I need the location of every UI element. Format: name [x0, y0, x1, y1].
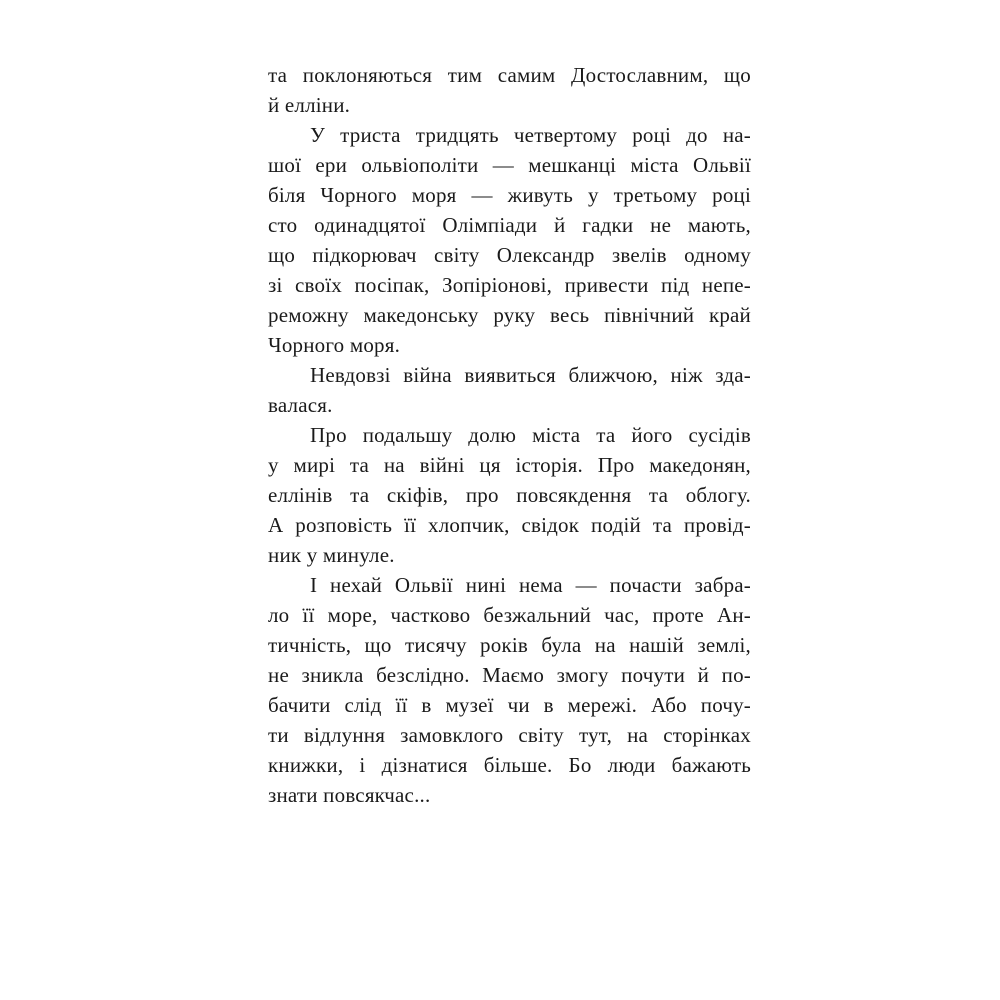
- text-line: еллінів та скіфів, про повсякдення та облогу.: [268, 483, 751, 507]
- text-line: зі своїх посіпак, Зопіріонові, привести під непе-: [268, 273, 751, 297]
- paragraph: [268, 60, 751, 120]
- text-line: книжки, і дізнатися більше. Бо люди бажають: [268, 753, 751, 777]
- text-line: й елліни.: [268, 93, 351, 117]
- text-line: ло її море, частково безжальний час, проте Ан-: [268, 603, 751, 627]
- text-line: знати повсякчас...: [268, 783, 431, 807]
- text-line: Про подальшу долю міста та його сусідів: [310, 423, 751, 447]
- paragraph: [268, 570, 751, 810]
- text-line: та поклоняються тим самим Достославним, що: [268, 63, 751, 87]
- text-line: реможну македонську руку весь північний край: [268, 303, 751, 327]
- text-line: ник у минуле.: [268, 543, 395, 567]
- text-line: А розповість її хлопчик, свідок подій та провід-: [268, 513, 751, 537]
- text-line: сто одинадцятої Олімпіади й гадки не мають,: [268, 213, 751, 237]
- text-line: І нехай Ольвії нині нема — почасти забра-: [310, 573, 751, 597]
- text-line: ти відлуння замовклого світу тут, на сторінках: [268, 723, 751, 747]
- paragraph: [268, 120, 751, 360]
- text-line: шої ери ольвіополіти — мешканці міста Ольвії: [268, 153, 751, 177]
- text-line: у мирі та на війні ця історія. Про македонян,: [268, 453, 751, 477]
- text-line: бачити слід її в музеї чи в мережі. Або почу-: [268, 693, 751, 717]
- text-line: тичність, що тисячу років була на нашій землі,: [268, 633, 751, 657]
- text-line: не зникла безслідно. Маємо змогу почути й по-: [268, 663, 751, 687]
- paragraph: [268, 420, 751, 570]
- text-line: Чорного моря.: [268, 333, 401, 357]
- text-line: біля Чорного моря — живуть у третьому році: [268, 183, 751, 207]
- text-block: [268, 60, 751, 810]
- text-line: валася.: [268, 393, 333, 417]
- text-line: що підкорювач світу Олександр звелів одному: [268, 243, 751, 267]
- text-line: Невдовзі війна виявиться ближчою, ніж зда-: [310, 363, 751, 387]
- paragraph: [268, 360, 751, 420]
- text-line: У триста тридцять четвертому році до на-: [310, 123, 751, 147]
